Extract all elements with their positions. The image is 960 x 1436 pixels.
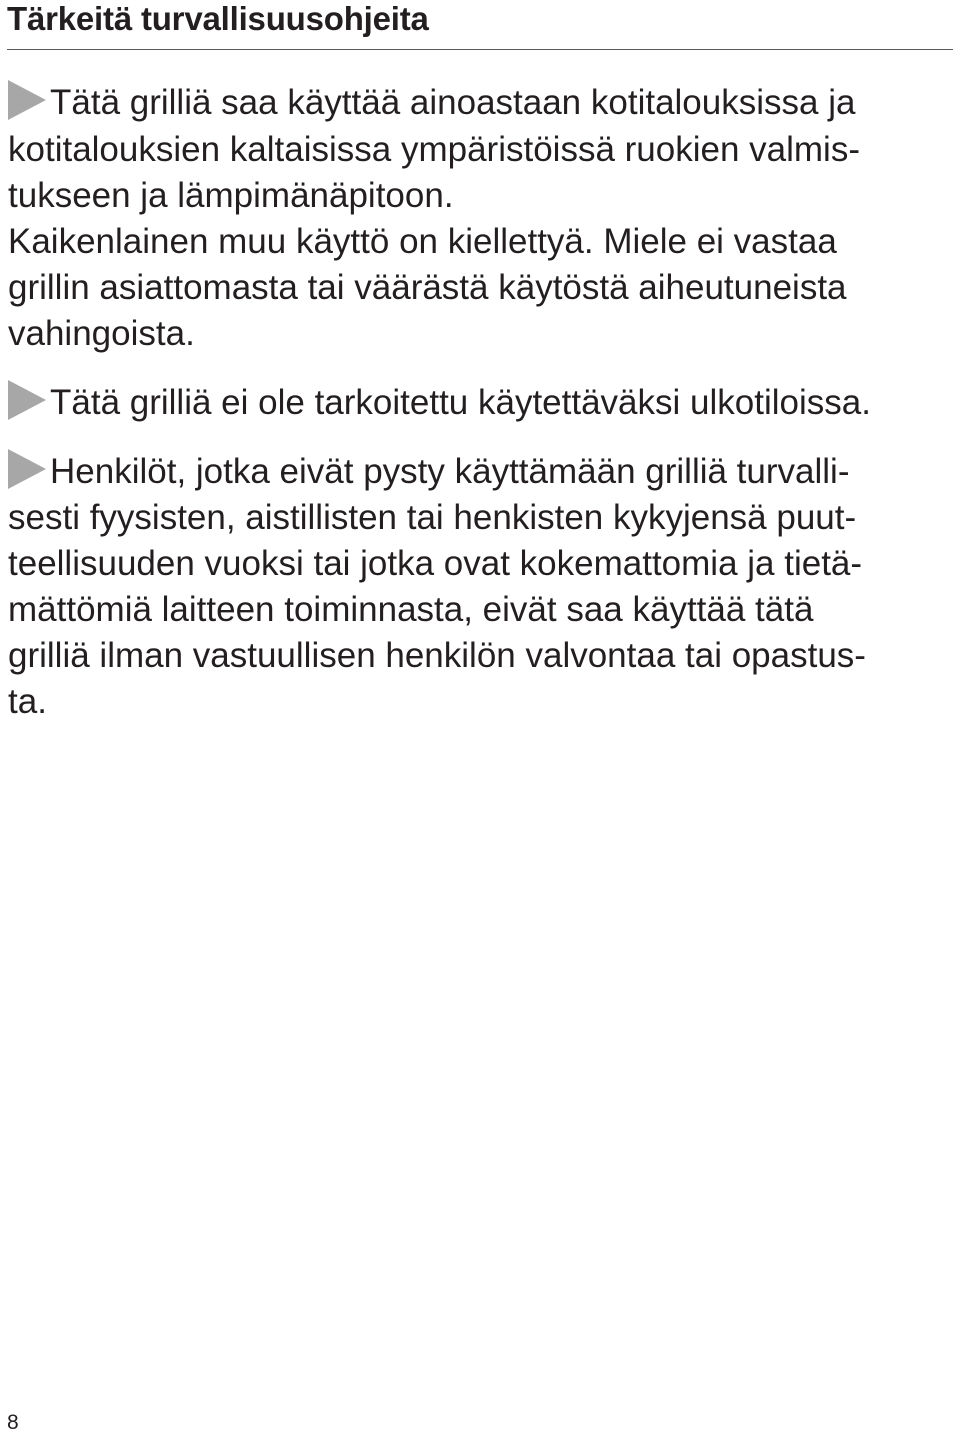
instruction-line [8,380,871,426]
instruction-line: vahingoista. [8,314,195,353]
instruction-line: grillin asiattomasta tai väärästä käytöstä aiheutuneista [8,268,847,307]
page-number: 8 [7,1411,19,1434]
title-divider [7,49,953,50]
page-title: Tärkeitä turvallisuusohjeita [7,0,429,37]
instruction-line [8,449,849,495]
instruction-text: Tätä grilliä saa käyttää ainoastaan kotitalouksissa ja [50,83,856,122]
bullet-arrow-icon [8,380,46,420]
instruction-line: sesti fyysisten, aistillisten tai henkisten kykyjensä puut- [8,498,857,537]
instruction-line: grilliä ilman vastuullisen henkilön valvontaa tai opastus- [8,636,866,675]
instruction-line: ta. [8,682,47,721]
instruction-text: Henkilöt, jotka eivät pysty käyttämään grilliä turvalli- [50,452,850,491]
instruction-text: Tätä grilliä ei ole tarkoitettu käytettäväksi ulkotiloissa. [50,383,871,422]
instruction-line: teellisuuden vuoksi tai jotka ovat kokemattomia ja tietä- [8,544,863,583]
instruction-line: mättömiä laitteen toiminnasta, eivät saa käyttää tätä [8,590,814,629]
bullet-arrow-icon [8,449,46,489]
instruction-line: Kaikenlainen muu käyttö on kiellettyä. Miele ei vastaa [8,222,837,261]
instruction-line: kotitalouksien kaltaisissa ympäristöissä ruokien valmis- [8,130,860,169]
instruction-line [8,80,855,126]
instruction-line: tukseen ja lämpimänäpitoon. [8,176,454,215]
bullet-arrow-icon [8,80,46,120]
